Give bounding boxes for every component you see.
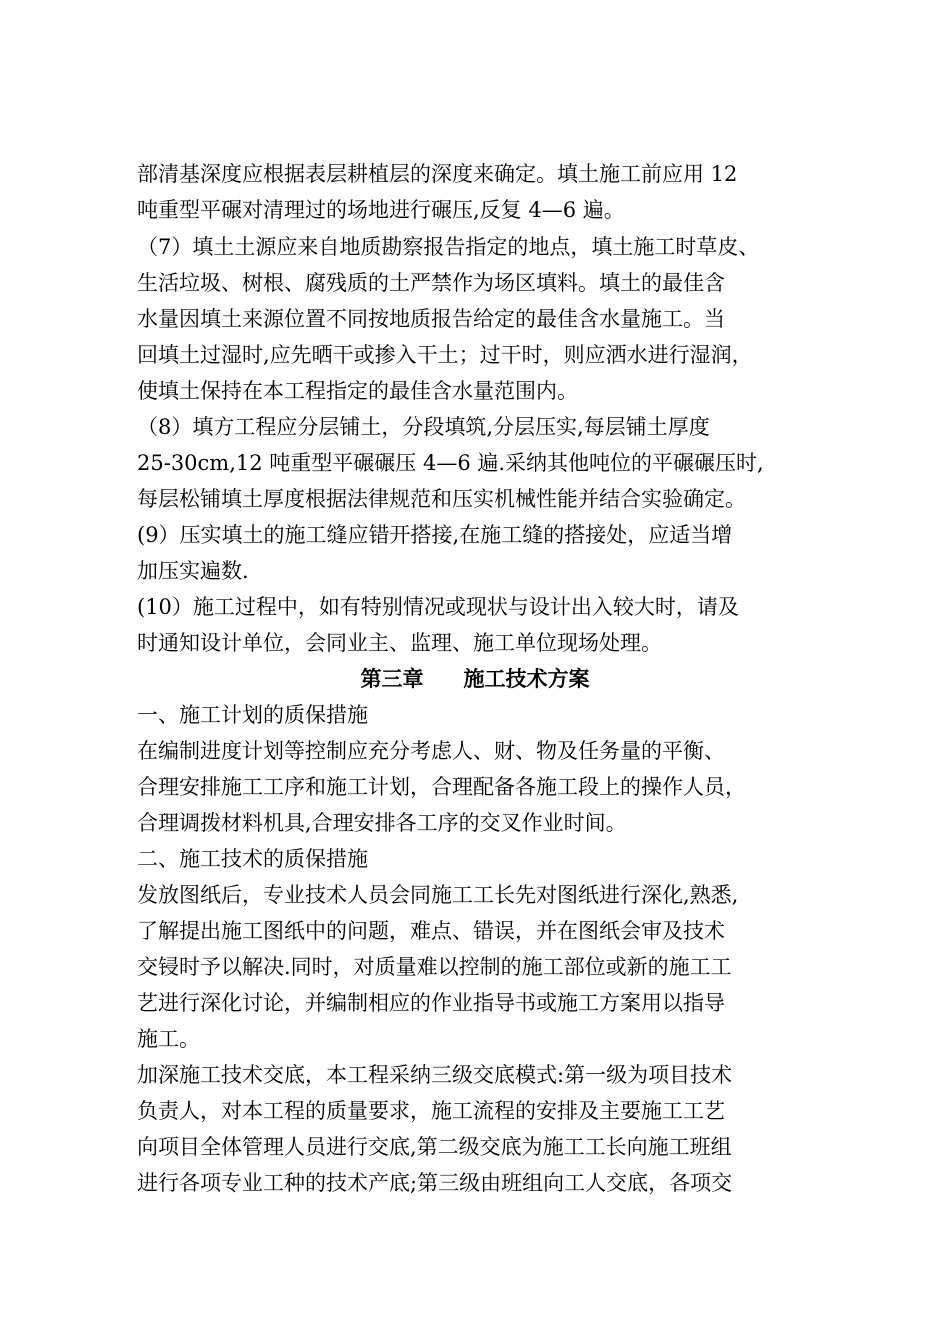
text-line: 施工。 bbox=[137, 1027, 200, 1051]
text-line: 加压实遍数. bbox=[137, 559, 249, 583]
text-line: 生活垃圾、树根、腐残质的土严禁作为场区填料。填土的最佳含 bbox=[137, 271, 725, 295]
text-line: 部清基深度应根据表层耕植层的深度来确定。填土施工前应用 12 bbox=[137, 162, 738, 186]
text-line: (10）施工过程中，如有特别情况或现状与设计出入较大时，请及 bbox=[137, 595, 739, 619]
text-line: 水量因填土来源位置不同按地质报告给定的最佳含水量施工。当 bbox=[137, 307, 725, 331]
text-line: （8）填方工程应分层铺土，分段填筑,分层压实,每层铺土厚度 bbox=[137, 415, 710, 439]
chapter-title: 施工技术方案 bbox=[463, 666, 590, 691]
text-line: 合理安排施工工序和施工计划，合理配备各施工段上的操作人员， bbox=[137, 775, 746, 799]
text-line: 合理调拨材料机具,合理安排各工序的交叉作业时间。 bbox=[137, 811, 627, 835]
section-heading: 一、施工计划的质保措施 bbox=[137, 703, 368, 727]
text-line: （7）填土土源应来自地质勘察报告指定的地点，填土施工时草皮、 bbox=[137, 235, 760, 259]
text-line: 使填土保持在本工程指定的最佳含水量范围内。 bbox=[137, 379, 578, 403]
text-line: 进行各项专业工种的技术产底;第三级由班组向工人交底，各项交 bbox=[137, 1171, 733, 1195]
text-line: 艺进行深化讨论，并编制相应的作业指导书或施工方案用以指导 bbox=[137, 991, 725, 1015]
text-line: 加深施工技术交底，本工程采纳三级交底模式:第一级为项目技术 bbox=[137, 1063, 733, 1087]
text-line: 向项目全体管理人员进行交底,第二级交底为施工工长向施工班组 bbox=[137, 1135, 732, 1159]
text-line: 时通知设计单位，会同业主、监理、施工单位现场处理。 bbox=[137, 631, 662, 655]
text-line: 负责人，对本工程的质量要求，施工流程的安排及主要施工工艺 bbox=[137, 1099, 725, 1123]
section-heading: 二、施工技术的质保措施 bbox=[137, 847, 368, 871]
text-line: (9）压实填土的施工缝应错开搭接,在施工缝的搭接处，应适当增 bbox=[137, 523, 733, 547]
text-line: 在编制进度计划等控制应充分考虑人、财、物及任务量的平衡、 bbox=[137, 739, 725, 763]
text-line: 25-30cm,12 吨重型平碾碾压 4—6 遍.采纳其他吨位的平碾碾压时, bbox=[137, 451, 764, 475]
text-line: 了解提出施工图纸中的问题，难点、错误，并在图纸会审及技术 bbox=[137, 919, 725, 943]
text-line: 回填土过湿时,应先晒干或掺入干土；过干时，则应洒水进行湿润， bbox=[137, 343, 753, 367]
text-line: 交锓时予以解决.同时，对质量难以控制的施工部位或新的施工工 bbox=[137, 955, 732, 979]
text-line: 每层松铺填土厚度根据法律规范和压实机械性能并结合实验确定。 bbox=[137, 487, 746, 511]
chapter-heading bbox=[0, 661, 950, 697]
text-line: 发放图纸后，专业技术人员会同施工工长先对图纸进行深化,熟悉, bbox=[137, 883, 739, 907]
text-line: 吨重型平碾对清理过的场地进行碾压,反复 4—6 遍。 bbox=[137, 198, 625, 222]
chapter-number: 第三章 bbox=[360, 666, 424, 691]
